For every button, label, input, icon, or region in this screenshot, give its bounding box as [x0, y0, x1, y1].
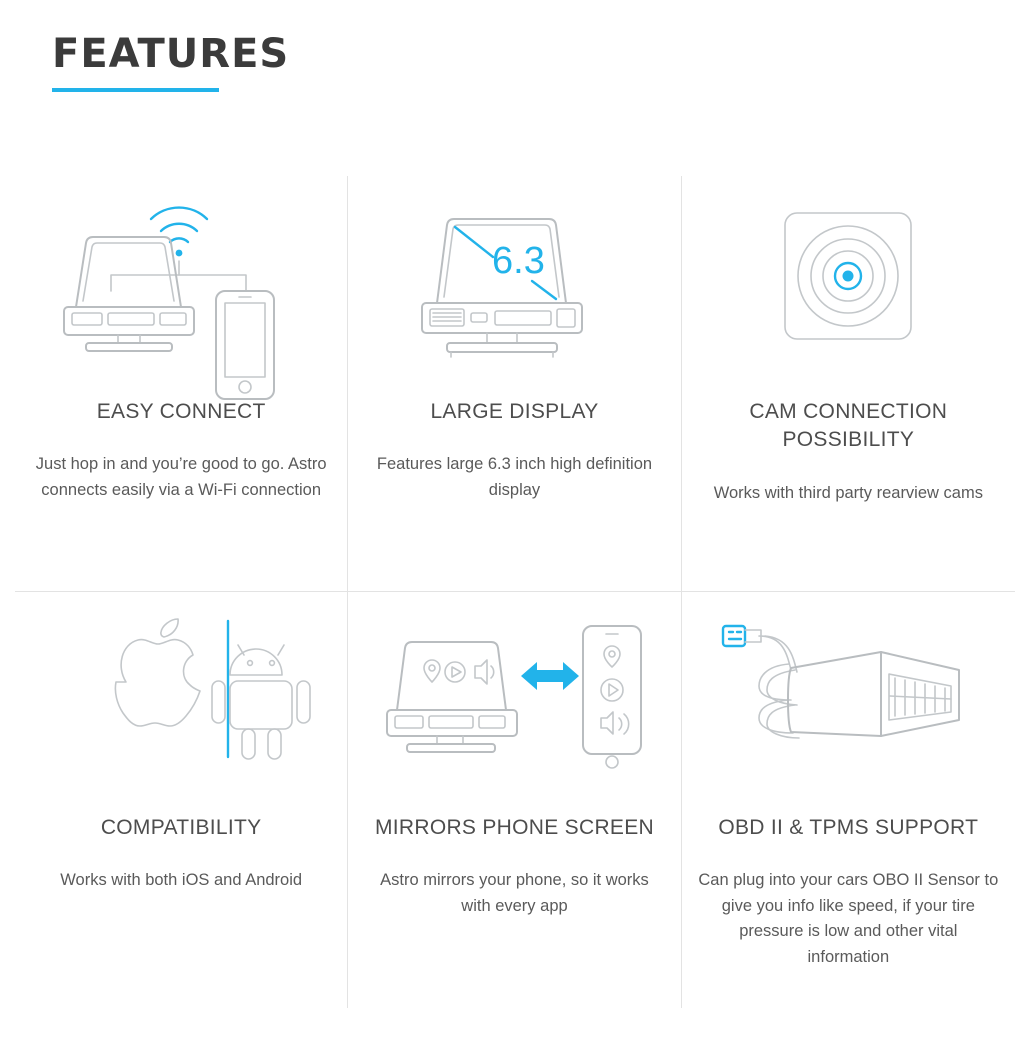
- features-grid: [15, 176, 1015, 1008]
- camera-lens-icon: [698, 176, 999, 376]
- feature-card-compatibility: [15, 592, 348, 1008]
- feature-card-large-display: [348, 176, 681, 592]
- feature-title: EASY CONNECT: [96, 400, 266, 423]
- display-size-label: 6.3: [492, 240, 546, 282]
- screen-mirroring-icon: [364, 592, 664, 792]
- title-underline: [52, 88, 219, 92]
- obd-connector-icon: [698, 592, 999, 792]
- feature-title: COMPATIBILITY: [100, 816, 262, 839]
- feature-description: Astro mirrors your phone, so it works with every app: [380, 871, 649, 915]
- feature-title: OBD II & TPMS SUPPORT: [718, 816, 979, 839]
- page-title: FEATURES: [52, 31, 290, 77]
- feature-title: LARGE DISPLAY: [430, 400, 599, 423]
- feature-description: Can plug into your cars OBO II Sensor to give you info like speed, if your tire pressure is low and other vital information: [698, 871, 999, 966]
- feature-title: CAM CONNECTION POSSIBILITY: [749, 400, 948, 452]
- display-measure-icon: [364, 176, 664, 376]
- feature-card-mirrors-phone-screen: [348, 592, 681, 1008]
- page-header: [0, 0, 1024, 92]
- feature-description: Works with third party rearview cams: [713, 483, 983, 502]
- feature-card-cam-connection: [682, 176, 1015, 592]
- apple-android-icon: [31, 592, 331, 792]
- feature-card-easy-connect: [15, 176, 348, 592]
- feature-description: Just hop in and you’re good to go. Astro connects easily via a Wi-Fi connection: [35, 455, 327, 499]
- feature-description: Works with both iOS and Android: [60, 871, 303, 890]
- feature-card-obd-tpms: [682, 592, 1015, 1008]
- feature-description: Features large 6.3 inch high definition display: [376, 455, 653, 499]
- wifi-connect-icon: [31, 176, 331, 376]
- feature-title: MIRRORS PHONE SCREEN: [374, 816, 654, 839]
